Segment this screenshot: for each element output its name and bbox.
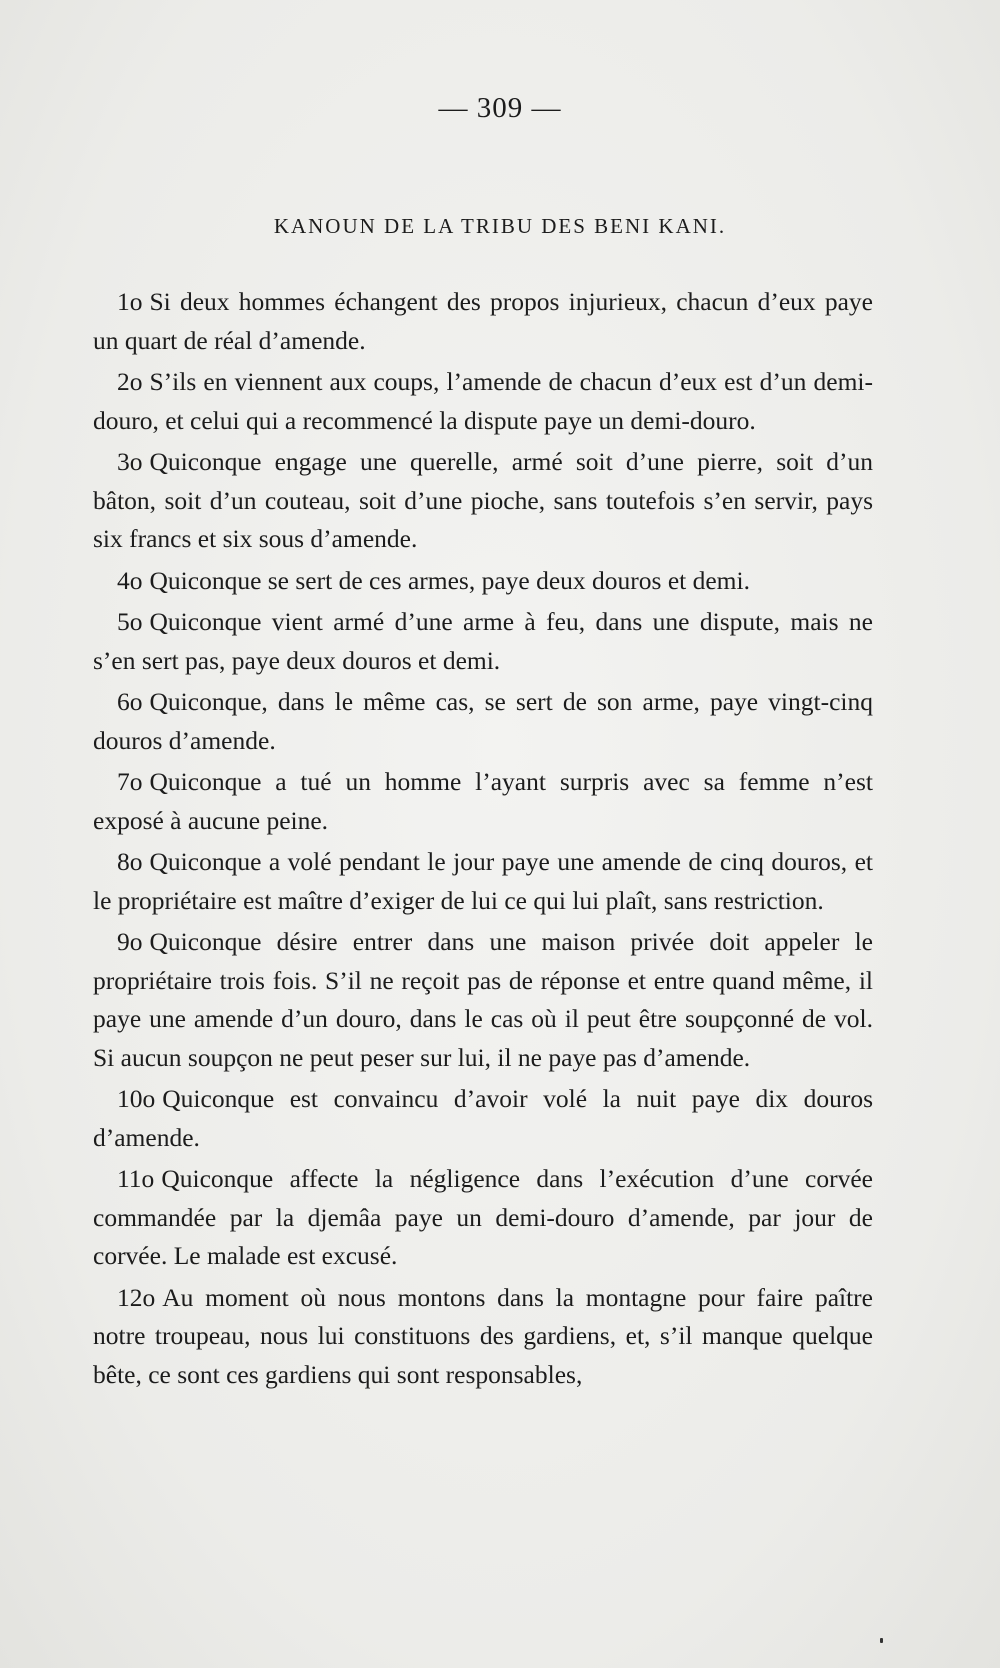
article-number: 11o: [117, 1164, 155, 1193]
article-text: Au moment où nous montons dans la montagne pour faire paître notre troupeau, nous lui constituons des gardiens, et, s’il manque quelque bête, ce sont ces gardiens qui sont responsables,: [93, 1282, 873, 1389]
page-number: — 309 —: [438, 92, 562, 124]
article-7: [93, 763, 873, 840]
article-4: [93, 562, 873, 601]
article-number: 2o: [117, 367, 143, 396]
article-11: [93, 1160, 873, 1276]
article-text: Quiconque vient armé d’une arme à feu, dans une dispute, mais ne s’en sert pas, paye deux douros et demi.: [93, 607, 873, 675]
article-text: Quiconque désire entrer dans une maison privée doit appeler le propriétaire trois fois. S’il ne reçoit pas de réponse et entre quand même, il paye une amende d’un douro, dans le cas où il peut être soupçonné de vol. Si aucun soupçon ne peut peser sur lui, il ne paye pas d’amende.: [93, 927, 873, 1072]
ink-speck: [880, 1638, 883, 1643]
article-number: 1o: [117, 287, 143, 316]
article-number: 3o: [117, 447, 143, 476]
article-number: 6o: [117, 687, 143, 716]
article-list: [93, 283, 873, 1397]
article-1: [93, 283, 873, 360]
article-number: 12o: [117, 1282, 156, 1312]
article-number: 10o: [117, 1084, 156, 1113]
article-number: 4o: [117, 565, 143, 595]
article-5: [93, 603, 873, 680]
article-text: Quiconque a tué un homme l’ayant surpris avec sa femme n’est exposé à aucune peine.: [93, 767, 873, 835]
article-3: [93, 443, 873, 559]
article-8: [93, 843, 873, 920]
article-6: [93, 683, 873, 760]
article-2: [93, 363, 873, 440]
article-number: 8o: [117, 847, 143, 876]
article-text: Si deux hommes échangent des propos injurieux, chacun d’eux paye un quart de réal d’amende.: [93, 287, 873, 355]
article-text: S’ils en viennent aux coups, l’amende de chacun d’eux est d’un demi-douro, et celui qui a recommencé la dispute paye un demi-douro.: [93, 367, 873, 435]
article-number: 9o: [117, 927, 143, 956]
article-text: Quiconque, dans le même cas, se sert de son arme, paye vingt-cinq douros d’amende.: [93, 687, 873, 755]
article-number: 7o: [117, 767, 143, 796]
article-12: [93, 1279, 873, 1395]
article-text: Quiconque engage une querelle, armé soit d’une pierre, soit d’un bâton, soit d’un couteau, soit d’une pioche, sans toutefois s’en servir, pays six francs et six sous d’amende.: [93, 447, 873, 553]
article-10: [93, 1080, 873, 1157]
article-text: Quiconque a volé pendant le jour paye une amende de cinq douros, et le propriétaire est maître d’exiger de lui ce qui lui plaît, sans restriction.: [93, 847, 873, 915]
article-text: Quiconque se sert de ces armes, paye deux douros et demi.: [149, 565, 750, 595]
page-heading: KANOUN DE LA TRIBU DES BENI KANI.: [273, 214, 727, 238]
article-9: [93, 923, 873, 1077]
article-text: Quiconque affecte la négligence dans l’exécution d’une corvée commandée par la djemâa paye un demi-douro d’amende, par jour de corvée. Le malade est excusé.: [93, 1164, 873, 1270]
article-text: Quiconque est convaincu d’avoir volé la nuit paye dix douros d’amende.: [93, 1084, 873, 1152]
article-number: 5o: [117, 607, 143, 636]
